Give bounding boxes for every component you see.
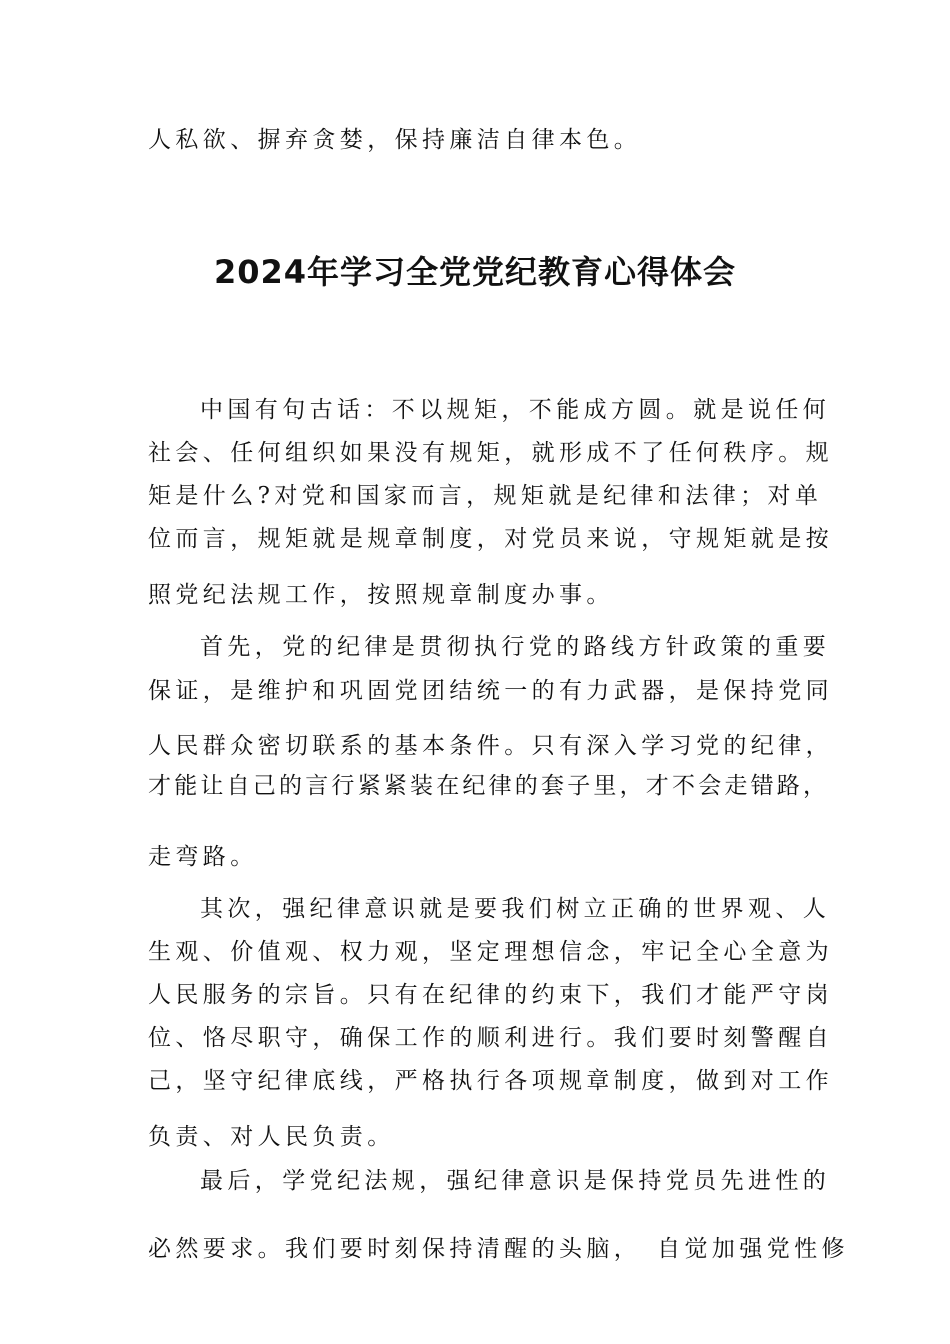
- document-title: 2024年学习全党党纪教育心得体会: [213, 253, 737, 291]
- paragraph-line: 照党纪法规工作，按照规章制度办事。: [148, 582, 614, 608]
- paragraph-line: 人民服务的宗旨。只有在纪律的约束下，我们才能严守岗: [148, 982, 833, 1008]
- paragraph-line: 矩是什么?对党和国家而言，规矩就是纪律和法律；对单: [148, 483, 823, 509]
- paragraph-line: 人民群众密切联系的基本条件。只有深入学习党的纪律，: [148, 733, 833, 759]
- paragraph-line: 其次，强纪律意识就是要我们树立正确的世界观、人: [200, 896, 831, 922]
- paragraph-line: 中国有句古话：不以规矩，不能成方圆。就是说任何: [200, 397, 831, 423]
- paragraph-line: 生观、价值观、权力观，坚定理想信念，牢记全心全意为: [148, 939, 833, 965]
- lead-line: 人私欲、摒弃贪婪，保持廉洁自律本色。: [148, 127, 642, 153]
- paragraph-line: 位、恪尽职守，确保工作的顺利进行。我们要时刻警醒自: [148, 1025, 833, 1051]
- paragraph-line: 负责、对人民负责。: [148, 1124, 395, 1150]
- paragraph-line: 必然要求。我们要时刻保持清醒的头脑， 自觉加强党性修: [148, 1236, 849, 1262]
- paragraph-line: 走弯路。: [148, 844, 258, 870]
- paragraph-line: 最后，学党纪法规，强纪律意识是保持党员先进性的: [200, 1168, 831, 1194]
- paragraph-line: 才能让自己的言行紧紧装在纪律的套子里，才不会走错路，: [148, 773, 830, 799]
- paragraph-line: 位而言，规矩就是规章制度，对党员来说，守规矩就是按: [148, 526, 833, 552]
- paragraph-line: 保证，是维护和巩固党团结统一的有力武器，是保持党同: [148, 678, 833, 704]
- paragraph-line: 首先，党的纪律是贯彻执行党的路线方针政策的重要: [200, 634, 831, 660]
- paragraph-line: 社会、任何组织如果没有规矩，就形成不了任何秩序。规: [148, 440, 833, 466]
- paragraph-line: 己，坚守纪律底线，严格执行各项规章制度，做到对工作: [148, 1068, 833, 1094]
